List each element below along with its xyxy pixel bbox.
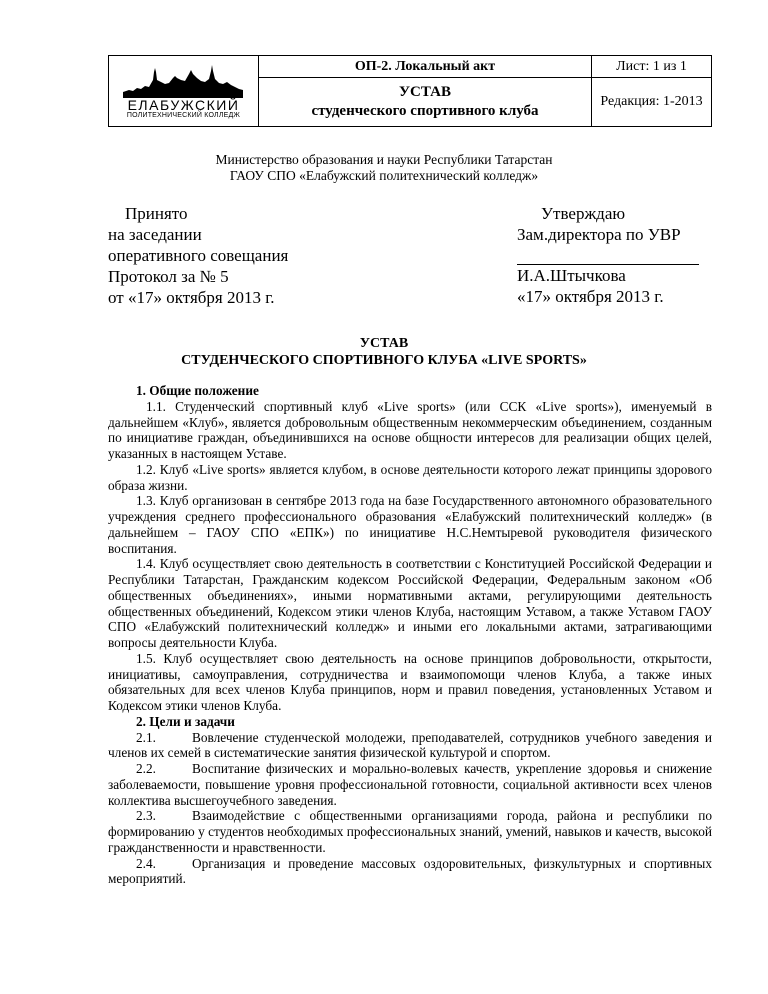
item-text: Организация и проведение массовых оздоровительных, физкультурных и спортивных мероприятий. — [108, 855, 712, 887]
item-number: 2.1. — [136, 729, 156, 745]
document-title — [0, 335, 768, 369]
paragraph: 1.2. Клуб «Live sports» является клубом, в основе деятельности которого лежат принципы здорового образа жизни. — [108, 461, 712, 493]
logo-name: ЕЛАБУЖСКИЙ — [127, 97, 240, 113]
item-number: 2.2. — [136, 761, 156, 776]
college-line: ГАОУ СПО «Елабужский политехнический колледж» — [229, 168, 539, 183]
header-title — [259, 78, 592, 127]
document-header-table — [108, 55, 712, 127]
item-text: Вовлечение студенческой молодежи, преподавателей, сотрудников учебного заведения и членов их семей в систематические занятия физической культурой и спортом. — [108, 729, 712, 761]
logo-subtitle: ПОЛИТЕХНИЧЕСКИЙ КОЛЛЕДЖ — [126, 112, 241, 119]
approved-block — [517, 203, 699, 307]
ministry-line: Министерство образования и науки Республики Татарстан — [215, 152, 553, 167]
header-title-line1: УСТАВ — [399, 84, 451, 100]
item-text: Воспитание физических и морально-волевых качеств, укрепление здоровья и снижение заболеваемости, повышение уровня профессиональной готовности, социальной активности всех членов коллектива высшегоучебного заведения. — [108, 761, 712, 808]
list-item — [108, 856, 712, 888]
accepted-line: на заседании — [108, 225, 202, 244]
document-title-line1: УСТАВ — [359, 336, 409, 351]
accepted-heading: Принято — [125, 204, 188, 223]
approved-heading: Утверждаю — [541, 204, 626, 223]
section-heading: 1. Общие положение — [136, 383, 259, 398]
list-item — [108, 761, 712, 808]
ministry-block — [0, 152, 768, 184]
paragraph: 1.1. Студенческий спортивный клуб «Live sports» (или ССК «Live sports»), именуемый в дальнейшем «Клуб», является добровольным общественным некоммерческим объединением, созданным по инициативе граждан, объединившихся на основе общности интересов для реализации общих целей, указанных в настоящем Уставе. — [108, 398, 712, 461]
college-logo — [109, 56, 258, 126]
protocol-number: Протокол за № 5 — [108, 267, 229, 286]
item-number: 2.3. — [136, 808, 156, 824]
document-body — [108, 383, 712, 887]
paragraph: 1.3. Клуб организован в сентябре 2013 года на базе Государственного автономного образовательного учреждения среднего профессионального образования «Елабужский политехнический колледж» (в дальнейшем – ГАОУ СПО «ЕПК») по инициативе Н.С.Немтыревой руководителя физического воспитания. — [108, 493, 712, 556]
accepted-date: от «17» октября 2013 г. — [108, 288, 275, 307]
paragraph: 1.4. Клуб осуществляет свою деятельность в соответствии с Конституцией Российской Федерации и Республики Татарстан, Гражданским кодексом Российской Федерации, Федеральным законом «Об общественных объединениях», иными нормативными актами, регулирующими деятельность общественных объединений, Кодексом этики членов Клуба, настоящим Уставом, а также Уставом ГАОУ СПО «Елабужский политехнический колледж» и иными его локальными актами, затрагивающими вопросы деятельности Клуба. — [108, 556, 712, 650]
section-heading: 2. Цели и задачи — [136, 713, 235, 729]
revision-label: Редакция: 1-2013 — [592, 78, 712, 127]
document-title-line2: СТУДЕНЧЕСКОГО СПОРТИВНОГО КЛУБА «LIVE SPORTS» — [181, 353, 587, 368]
approver-position: Зам.директора по УВР — [517, 225, 681, 244]
item-number: 2.4. — [136, 855, 156, 871]
accepted-block — [108, 203, 288, 308]
header-title-line2: студенческого спортивного клуба — [311, 103, 539, 119]
sheet-label: Лист: 1 из 1 — [592, 56, 712, 78]
accepted-line: оперативного совещания — [108, 246, 289, 265]
city-skyline-icon — [123, 62, 243, 98]
item-text: Взаимодействие с общественными организациями города, района и республики по формированию у студентов необходимых профессиональных знаний, умений, навыков и качеств, высокой гражданственности и нравственности. — [108, 808, 712, 855]
approved-date: «17» октября 2013 г. — [517, 287, 664, 306]
signature-line — [517, 245, 699, 265]
list-item — [108, 730, 712, 762]
list-item — [108, 808, 712, 855]
logo-cell — [109, 56, 259, 127]
approver-name: И.А.Штычкова — [517, 266, 626, 285]
paragraph: 1.5. Клуб осуществляет свою деятельность на основе принципов добровольности, открытости, инициативы, самоуправления, сотрудничества и взаимопомощи членов Клуба, а также иных обязательных для всех членов Клуба принципов, норм и правил поведения, установленных Уставом и Кодексом этики членов Клуба. — [108, 650, 712, 713]
doc-type-label: ОП-2. Локальный акт — [259, 56, 592, 78]
